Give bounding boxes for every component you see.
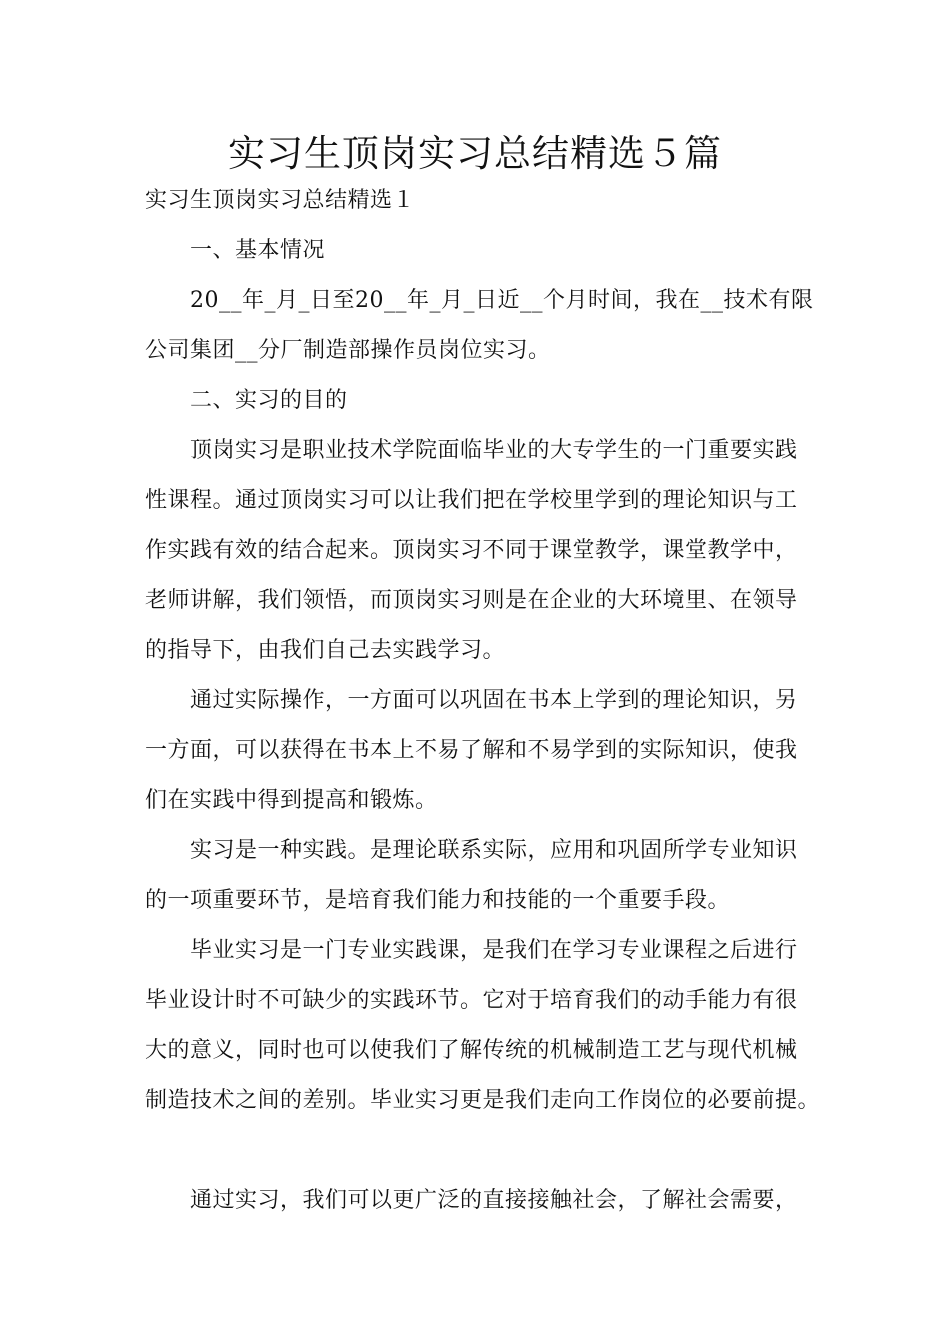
section-heading-basic: 一、基本情况 xyxy=(190,238,326,263)
paragraph-5-line-4: 制造技术之间的差别。毕业实习更是我们走向工作岗位的必要前提。 xyxy=(145,1088,821,1113)
paragraph-6-line-1: 通过实习，我们可以更广泛的直接接触社会，了解社会需要， xyxy=(190,1188,798,1213)
paragraph-3-line-2: 一方面，可以获得在书本上不易了解和不易学到的实际知识，使我 xyxy=(145,738,798,763)
paragraph-1-line-2: 公司集团__分厂制造部操作员岗位实习。 xyxy=(145,338,551,363)
paragraph-2-line-1: 顶岗实习是职业技术学院面临毕业的大专学生的一门重要实践 xyxy=(190,438,798,463)
paragraph-2-line-3: 作实践有效的结合起来。顶岗实习不同于课堂教学，课堂教学中， xyxy=(145,538,798,563)
paragraph-1-line-1: 20__年_月_日至20__年_月_日近__个月时间，我在__技术有限 xyxy=(190,288,814,313)
paragraph-5-line-1: 毕业实习是一门专业实践课，是我们在学习专业课程之后进行 xyxy=(190,938,798,963)
document-title: 实习生顶岗实习总结精选５篇 xyxy=(228,132,722,175)
paragraph-3-line-3: 们在实践中得到提高和锻炼。 xyxy=(145,788,438,813)
paragraph-5-line-2: 毕业设计时不可缺少的实践环节。它对于培育我们的动手能力有很 xyxy=(145,988,798,1013)
paragraph-4-line-2: 的一项重要环节，是培育我们能力和技能的一个重要手段。 xyxy=(145,888,731,913)
paragraph-2-line-4: 老师讲解，我们领悟，而顶岗实习则是在企业的大环境里、在领导 xyxy=(145,588,798,613)
paragraph-2-line-2: 性课程。通过顶岗实习可以让我们把在学校里学到的理论知识与工 xyxy=(145,488,798,513)
paragraph-3-line-1: 通过实际操作，一方面可以巩固在书本上学到的理论知识，另 xyxy=(190,688,798,713)
paragraph-5-line-3: 大的意义，同时也可以使我们了解传统的机械制造工艺与现代机械 xyxy=(145,1038,798,1063)
paragraph-4-line-1: 实习是一种实践。是理论联系实际，应用和巩固所学专业知识 xyxy=(190,838,798,863)
subtitle: 实习生顶岗实习总结精选１ xyxy=(145,188,416,213)
paragraph-2-line-5: 的指导下，由我们自己去实践学习。 xyxy=(145,638,506,663)
section-heading-purpose: 二、实习的目的 xyxy=(190,388,348,413)
